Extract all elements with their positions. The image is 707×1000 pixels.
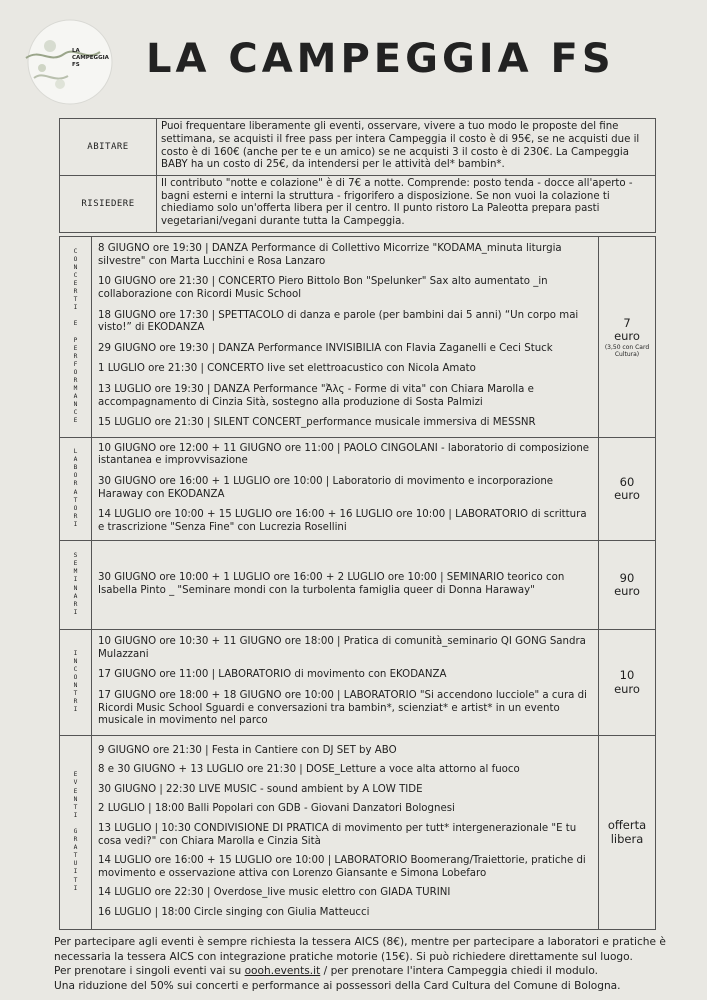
category-eventi-gratuiti: E V E N T I G R A T U I T I — [73, 771, 78, 892]
table-row — [60, 119, 656, 176]
price-value: 10 — [619, 668, 635, 682]
list-item: 10 GIUGNO ore 10:30 + 11 GIUGNO ore 18:00 | Pratica di comunità_seminario QI GONG Sandra Mulazzani — [98, 636, 586, 660]
program-table — [59, 236, 656, 930]
info-label-abitare: ABITARE — [60, 119, 157, 176]
info-text-abitare: Puoi frequentare liberamente gli eventi, osservare, vivere a tuo modo le proposte del fine settimana, se acquisti il free pass per intera Campeggia il costo è di 95€, se ne acquisti due il costo è di 160€ (anche per te e un amico) se ne acquisti 3 il costo è di 230€. La Campeggia BABY ha un costo di 25€, da intendersi per le attività del* bambin*. — [157, 119, 656, 176]
list-item: 8 e 30 GIUGNO + 13 LUGLIO ore 21:30 | DOSE_Letture a voce alta attorno al fuoco — [98, 764, 520, 776]
footer-line-booking — [54, 964, 694, 979]
list-item: 30 GIUGNO ore 10:00 + 1 LUGLIO ore 16:00 + 2 LUGLIO ore 10:00 | SEMINARIO teorico con Isabella Pinto _ "Seminare mondi con la turbolenta famiglia queer di Donna Haraway" — [98, 571, 565, 596]
price-unit: euro — [614, 681, 640, 696]
list-item: 17 GIUGNO ore 11:00 | LABORATORIO di movimento con EKODANZA — [98, 669, 447, 681]
list-item: 14 LUGLIO ore 22:30 | Overdose_live music elettro con GIADA TURINI — [98, 887, 451, 899]
price-cell — [599, 541, 656, 630]
price-unit: libera — [610, 831, 644, 846]
footer-line-discount: Una riduzione del 50% sui concerti e performance ai possessori della Card Cultura del Comune di Bologna. — [54, 979, 621, 992]
price-value: 7 — [623, 315, 631, 330]
list-item: 10 GIUGNO ore 21:30 | CONCERTO Piero Bittolo Bon "Spelunker" Sax alto aumentato _in collaborazione con Ricordi Music School — [98, 276, 548, 301]
footer-line-membership: Per partecipare agli eventi è sempre richiesta la tessera AICS (8€), mentre per partecipare a laboratori e pratiche è necessaria la tessera AICS con integrazione pratiche motorie (15€). Si può richiedere direttamente sul luogo. — [54, 936, 666, 963]
list-item: 18 GIUGNO ore 17:30 | SPETTACOLO di danza e parole (per bambini dai 5 anni) “Un corpo mai visto!” di EKODANZA — [98, 309, 579, 334]
list-item: 13 LUGLIO ore 19:30 | DANZA Performance "Ἀλς - Forme di vita" con Chiara Marolla e accompagnamento di Cinzia Sità, sostegno alla produzione di Sosta Palmizi — [98, 383, 534, 408]
list-item: 2 LUGLIO | 18:00 Balli Popolari con GDB - Giovani Danzatori Bolognesi — [98, 803, 455, 815]
info-label-risiedere: RISIEDERE — [60, 176, 157, 233]
category-concerti: C O N C E R T I E P E R F O R M A N C E — [73, 247, 78, 425]
category-label — [60, 237, 92, 438]
list-item: 8 GIUGNO ore 19:30 | DANZA Performance di Collettivo Micorrize "KODAMA_minuta liturgia silvestre" con Marta Lucchini e Rosa Lanzaro — [98, 243, 562, 267]
section-row-concerti — [60, 237, 656, 438]
list-item: 30 GIUGNO ore 16:00 + 1 LUGLIO ore 10:00 | Laboratorio di movimento e incorporazione Haraway con EKODANZA — [98, 475, 554, 500]
booking-link[interactable]: oooh.events.it — [244, 965, 321, 978]
price-cell — [599, 237, 656, 438]
event-list — [92, 630, 599, 736]
list-item: 29 GIUGNO ore 19:30 | DANZA Performance INVISIBILIA con Flavia Zaganelli e Ceci Stuck — [98, 342, 553, 354]
footer-booking-pre: Per prenotare i singoli eventi vai su — [54, 965, 245, 978]
event-list — [92, 736, 599, 930]
list-item: 9 GIUGNO ore 21:30 | Festa in Cantiere con DJ SET by ABO — [98, 744, 397, 756]
category-laboratori: L A B O R A T O R I — [73, 448, 78, 528]
info-text-risiedere: Il contributo "notte e colazione" è di 7€ a notte. Comprende: posto tenda - docce all'aperto - bagni esterni e interni la struttura - frigorifero a disposizione. Se non vuoi la colazione ti chiediamo solo un'offerta libera per il centro. Il punto ristoro La Paleotta prepara pasti vegetariani/vegani durante tutta la Campeggia. — [157, 176, 656, 233]
category-incontri: I N C O N T R I — [73, 649, 78, 714]
list-item: 17 GIUGNO ore 18:00 + 18 GIUGNO ore 10:00 | LABORATORIO "Si accendono lucciole" a cura di Ricordi Music School Sguardi e conversazioni tra bambin*, scienziat* e artist* in un evento musicale in movimento nel parco — [98, 690, 587, 727]
category-label — [60, 630, 92, 736]
category-label — [60, 438, 92, 541]
price-cell — [599, 736, 656, 930]
list-item: 10 GIUGNO ore 12:00 + 11 GIUGNO ore 11:00 | PAOLO CINGOLANI - laboratorio di composizione istantanea e improvvisazione — [98, 442, 590, 467]
category-label — [60, 736, 92, 930]
page-title: LA CAMPEGGIA FS — [146, 36, 615, 82]
category-seminari: S E M I N A R I — [73, 552, 78, 616]
section-row-eventi-gratuiti — [60, 736, 656, 930]
price-unit: euro — [614, 584, 640, 598]
event-list — [92, 438, 599, 541]
price-unit: euro — [614, 329, 640, 343]
price-cell — [599, 630, 656, 736]
info-table — [59, 118, 656, 233]
list-item: 13 LUGLIO | 10:30 CONDIVISIONE DI PRATICA di movimento per tutt* intergenerazionale "E tu cosa vedi?" con Chiara Marolla e Cinzia Sità — [98, 822, 577, 847]
list-item: 30 GIUGNO | 22:30 LIVE MUSIC - sound ambient by A LOW TIDE — [98, 783, 423, 795]
list-item: 15 LUGLIO ore 21:30 | SILENT CONCERT_performance musicale immersiva di MESSNR — [98, 417, 536, 429]
price-unit: euro — [614, 488, 640, 502]
event-list — [92, 237, 599, 438]
event-list — [92, 541, 599, 630]
list-item: 1 LUGLIO ore 21:30 | CONCERTO live set elettroacustico con Nicola Amato — [98, 363, 476, 375]
logo-text: LA CAMPEGGIA FS — [72, 48, 109, 68]
list-item: 14 LUGLIO ore 16:00 + 15 LUGLIO ore 10:00 | LABORATORIO Boomerang/Traiettorie, pratiche di movimento e osservazione attiva con Lorenzo Giansante e Simona Lobefaro — [98, 855, 586, 879]
price-note: (3,50 con Card Cultura) — [604, 343, 650, 358]
section-row-incontri — [60, 630, 656, 736]
price-value: offerta — [607, 818, 647, 832]
category-label — [60, 541, 92, 630]
price-value: 90 — [619, 570, 635, 585]
table-row — [60, 176, 656, 233]
section-row-laboratori — [60, 438, 656, 541]
footer-notes — [54, 935, 694, 993]
footer-booking-post: / per prenotare l'intera Campeggia chiedi il modulo. — [320, 965, 598, 978]
price-cell — [599, 438, 656, 541]
list-item: 14 LUGLIO ore 10:00 + 15 LUGLIO ore 16:00 + 16 LUGLIO ore 10:00 | LABORATORIO di scrittura e trascrizione "Senza Fine" con Lucrezia Rosellini — [98, 509, 587, 533]
list-item: 16 LUGLIO | 18:00 Circle singing con Giulia Matteucci — [98, 906, 370, 918]
price-value: 60 — [619, 474, 635, 489]
section-row-seminari — [60, 541, 656, 630]
logo — [20, 18, 114, 106]
